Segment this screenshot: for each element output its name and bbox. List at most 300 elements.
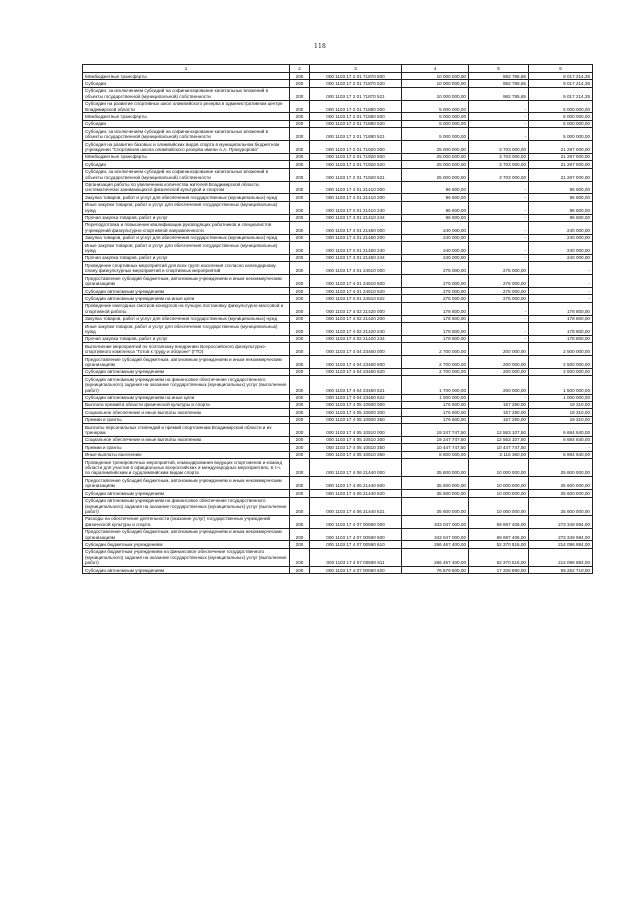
- row-admin-code: 200: [290, 168, 310, 181]
- row-admin-code: 200: [290, 141, 310, 154]
- row-executed-amount: 982 785,65: [469, 80, 529, 87]
- row-approved-amount: 1 700 000,00: [402, 376, 469, 394]
- row-executed-amount: -: [469, 214, 529, 221]
- column-header-6: 6: [529, 65, 593, 73]
- row-approved-amount: 5 000 000,00: [402, 128, 469, 141]
- row-description: Субсидии, за исключением субсидий на софинансирование капитальных вложений в объекты государственной (муниципальной) собственности: [83, 168, 290, 181]
- table-row: [83, 394, 593, 401]
- row-budget-code: 000 1103 17 4 05 10510 360: [310, 451, 402, 458]
- row-budget-code: 000 1103 17 2 01 71920 500: [310, 153, 402, 160]
- row-approved-amount: 35 600 000,00: [402, 477, 469, 490]
- table-row: [83, 315, 593, 322]
- row-approved-amount: 19 247 747,50: [402, 436, 469, 443]
- row-executed-amount: 3 703 000,00: [469, 141, 529, 154]
- row-budget-code: 000 1103 17 4 05 10510 300: [310, 436, 402, 443]
- row-executed-amount: 2 115 360,00: [469, 451, 529, 458]
- row-description: Субсидии: [83, 161, 290, 168]
- row-admin-code: 200: [290, 295, 310, 302]
- row-budget-code: 000 1103 17 4 05 10510 000: [310, 424, 402, 437]
- row-approved-amount: 176 600,00: [402, 416, 469, 423]
- row-budget-code: 000 1103 17 4 01 21460 200: [310, 234, 402, 241]
- row-budget-code: 000 1103 17 4 07 00590 620: [310, 567, 402, 574]
- row-description: Субсидии: [83, 120, 290, 127]
- row-executed-amount: 3 703 000,00: [469, 161, 529, 168]
- row-budget-code: 000 1103 17 2 01 71880 521: [310, 128, 402, 141]
- row-description: Предоставление субсидий бюджетным, автономным учреждениям и иным некоммерческим организациям: [83, 477, 290, 490]
- row-executed-amount: 17 326 890,00: [469, 567, 529, 574]
- row-remaining-amount: 240 000,00: [529, 254, 593, 261]
- table-row: [83, 113, 593, 120]
- table-row: [83, 416, 593, 423]
- row-admin-code: 200: [290, 100, 310, 113]
- table-row: [83, 451, 593, 458]
- column-number-row: [83, 65, 593, 73]
- row-description: Прочая закупка товаров, работ и услуг: [83, 335, 290, 342]
- row-executed-amount: 275 000,00: [469, 288, 529, 295]
- row-budget-code: 000 1103 17 4 01 24510 622: [310, 295, 402, 302]
- row-description: Выплаты персональных стипендий и премий спортсменам Владимирской области и их тренерам: [83, 424, 290, 437]
- column-header-3: 3: [310, 65, 402, 73]
- table-row: [83, 497, 593, 515]
- row-remaining-amount: 2 500 000,00: [529, 356, 593, 369]
- table-row: [83, 343, 593, 356]
- table-row: [83, 201, 593, 214]
- row-remaining-amount: 1 000 000,00: [529, 394, 593, 401]
- row-executed-amount: -: [469, 120, 529, 127]
- row-remaining-amount: 240 000,00: [529, 221, 593, 234]
- row-description: Иные закупки товаров, работ и услуг для обеспечения государственных (муниципальных) нужд: [83, 323, 290, 336]
- row-executed-amount: 10 447 747,50: [469, 444, 529, 451]
- row-remaining-amount: 240 000,00: [529, 234, 593, 241]
- row-admin-code: 200: [290, 394, 310, 401]
- row-description: Субсидия на развитие базовых и олимпийских видов спорта в муниципальном бюджетном учреждении "Спортивная школа олимпийского резерва имени А.А. Прокуророва": [83, 141, 290, 154]
- table-row: [83, 288, 593, 295]
- row-approved-amount: 343 047 000,00: [402, 528, 469, 541]
- row-approved-amount: 178 800,00: [402, 302, 469, 315]
- row-admin-code: 200: [290, 567, 310, 574]
- row-approved-amount: 96 600,00: [402, 214, 469, 221]
- row-budget-code: 000 1103 17 4 06 21440 621: [310, 497, 402, 515]
- row-executed-amount: -: [469, 221, 529, 234]
- row-description: Социальное обеспечение и иные выплаты населению: [83, 436, 290, 443]
- row-budget-code: 000 1103 17 2 01 71920 521: [310, 168, 402, 181]
- row-budget-code: 000 1103 17 4 01 21410 240: [310, 201, 402, 214]
- table-row: [83, 141, 593, 154]
- table-row: [83, 528, 593, 541]
- row-description: Премии и гранты: [83, 444, 290, 451]
- row-remaining-amount: 178 800,00: [529, 302, 593, 315]
- row-approved-amount: 240 000,00: [402, 242, 469, 255]
- row-remaining-amount: -: [529, 288, 593, 295]
- row-executed-amount: -: [469, 394, 529, 401]
- row-remaining-amount: 19 310,00: [529, 409, 593, 416]
- row-description: Выплата премий в области физической культуры и спорта: [83, 401, 290, 408]
- row-admin-code: 200: [290, 323, 310, 336]
- row-remaining-amount: 25 600 000,00: [529, 497, 593, 515]
- row-approved-amount: 266 467 400,00: [402, 548, 469, 566]
- row-admin-code: 200: [290, 528, 310, 541]
- table-row: [83, 254, 593, 261]
- row-remaining-amount: 240 000,00: [529, 242, 593, 255]
- row-budget-code: 000 1103 17 4 05 10500 300: [310, 409, 402, 416]
- row-approved-amount: 35 600 000,00: [402, 497, 469, 515]
- row-executed-amount: 157 290,00: [469, 401, 529, 408]
- row-remaining-amount: 6 684 640,00: [529, 436, 593, 443]
- row-admin-code: 200: [290, 302, 310, 315]
- row-remaining-amount: 178 800,00: [529, 315, 593, 322]
- row-budget-code: 000 1103 17 4 04 23460 000: [310, 343, 402, 356]
- row-admin-code: 200: [290, 275, 310, 288]
- row-description: Переподготовка и повышение квалификации руководящих работников и специалистов учреждений физкультурно-спортивной направленности: [83, 221, 290, 234]
- row-executed-amount: 10 000 000,00: [469, 477, 529, 490]
- row-description: Выполнение мероприятий по поэтапному внедрению Всероссийского физкультурно-спортивного комплекса "Готов к труду и обороне" (ГТО): [83, 343, 290, 356]
- row-executed-amount: 275 000,00: [469, 295, 529, 302]
- row-executed-amount: -: [469, 242, 529, 255]
- row-description: Предоставление субсидий бюджетным, автономным учреждениям и иным некоммерческим организациям: [83, 275, 290, 288]
- row-executed-amount: 3 703 000,00: [469, 168, 529, 181]
- row-approved-amount: 35 600 000,00: [402, 490, 469, 497]
- row-admin-code: 200: [290, 541, 310, 548]
- row-approved-amount: 178 800,00: [402, 315, 469, 322]
- row-executed-amount: -: [469, 234, 529, 241]
- row-executed-amount: 200 000,00: [469, 356, 529, 369]
- row-budget-code: 000 1103 17 4 01 21410 200: [310, 194, 402, 201]
- row-remaining-amount: 5 000 000,00: [529, 120, 593, 127]
- row-executed-amount: 10 000 000,00: [469, 459, 529, 477]
- row-remaining-amount: -: [529, 444, 593, 451]
- column-header-4: 4: [402, 65, 469, 73]
- row-approved-amount: 275 000,00: [402, 262, 469, 275]
- row-remaining-amount: -: [529, 262, 593, 275]
- row-description: Субсидии автономным учреждениям: [83, 567, 290, 574]
- row-executed-amount: -: [469, 302, 529, 315]
- row-approved-amount: 5 000 000,00: [402, 100, 469, 113]
- table-row: [83, 221, 593, 234]
- row-admin-code: 200: [290, 120, 310, 127]
- row-admin-code: 200: [290, 490, 310, 497]
- row-budget-code: 000 1103 17 4 05 10510 350: [310, 444, 402, 451]
- row-admin-code: 200: [290, 153, 310, 160]
- row-approved-amount: 25 000 000,00: [402, 161, 469, 168]
- row-remaining-amount: 9 017 214,35: [529, 73, 593, 80]
- row-budget-code: 000 1103 17 2 01 71880 000: [310, 100, 402, 113]
- row-description: Субсидии бюджетным учреждениям на финансовое обеспечение государственного (муниципального) задания на оказание государственных (муниципальных) услуг (выполнение работ): [83, 548, 290, 566]
- row-admin-code: 200: [290, 315, 310, 322]
- row-approved-amount: 19 247 747,50: [402, 424, 469, 437]
- row-description: Проведение спортивных мероприятий для всех групп населения согласно календарному плану физкультурных мероприятий и спортивных мероприятий: [83, 262, 290, 275]
- row-approved-amount: 343 047 000,00: [402, 515, 469, 528]
- table-row: [83, 515, 593, 528]
- row-admin-code: 200: [290, 214, 310, 221]
- row-executed-amount: 12 563 107,50: [469, 436, 529, 443]
- row-remaining-amount: -: [529, 295, 593, 302]
- row-remaining-amount: 25 600 000,00: [529, 490, 593, 497]
- row-remaining-amount: 21 297 000,00: [529, 161, 593, 168]
- row-budget-code: 000 1103 17 4 02 21420 200: [310, 315, 402, 322]
- row-budget-code: 000 1103 17 4 07 00590 000: [310, 515, 402, 528]
- row-description: Проведение тренировочных мероприятий, командирования ведущих спортсменов и команд области для участия в официальных всероссийских и международных мероприятиях, в т.ч. по паралимпийским и сурдлимпийским видам спорта: [83, 459, 290, 477]
- row-remaining-amount: 5 000 000,00: [529, 113, 593, 120]
- row-budget-code: 000 1103 17 4 04 23460 600: [310, 356, 402, 369]
- row-admin-code: 200: [290, 497, 310, 515]
- table-row: [83, 409, 593, 416]
- column-header-5: 5: [469, 65, 529, 73]
- row-budget-code: 000 1103 17 4 01 21460 000: [310, 221, 402, 234]
- row-executed-amount: -: [469, 181, 529, 194]
- row-approved-amount: 10 000 000,00: [402, 73, 469, 80]
- row-admin-code: 200: [290, 194, 310, 201]
- row-budget-code: 000 1103 17 4 02 21420 244: [310, 335, 402, 342]
- row-executed-amount: -: [469, 254, 529, 261]
- row-description: Закупка товаров, работ и услуг для обеспечения государственных (муниципальных) нужд: [83, 194, 290, 201]
- row-executed-amount: -: [469, 335, 529, 342]
- row-remaining-amount: 6 684 640,00: [529, 424, 593, 437]
- row-admin-code: 200: [290, 368, 310, 375]
- table-row: [83, 368, 593, 375]
- row-admin-code: 200: [290, 242, 310, 255]
- row-remaining-amount: 178 800,00: [529, 323, 593, 336]
- table-row: [83, 356, 593, 369]
- table-row: [83, 73, 593, 80]
- row-executed-amount: -: [469, 100, 529, 113]
- row-remaining-amount: 96 600,00: [529, 181, 593, 194]
- row-budget-code: 000 1103 17 2 01 71870 521: [310, 87, 402, 100]
- row-description: Иные закупки товаров, работ и услуг для обеспечения государственных (муниципальных) нужд: [83, 242, 290, 255]
- table-row: [83, 242, 593, 255]
- row-approved-amount: 10 000 000,00: [402, 87, 469, 100]
- table-row: [83, 376, 593, 394]
- row-description: Прочая закупка товаров, работ и услуг: [83, 254, 290, 261]
- row-remaining-amount: 273 349 594,00: [529, 528, 593, 541]
- table-row: [83, 444, 593, 451]
- row-description: Межбюджетные трансферты: [83, 153, 290, 160]
- row-description: Субсидии, за исключением субсидий на софинансирование капитальных вложений в объекты государственной (муниципальной) собственности: [83, 128, 290, 141]
- row-admin-code: 200: [290, 113, 310, 120]
- row-description: Иные выплаты населению: [83, 451, 290, 458]
- row-remaining-amount: 19 310,00: [529, 416, 593, 423]
- table-row: [83, 477, 593, 490]
- row-remaining-amount: 1 500 000,00: [529, 376, 593, 394]
- row-admin-code: 200: [290, 181, 310, 194]
- row-approved-amount: 25 000 000,00: [402, 141, 469, 154]
- row-admin-code: 200: [290, 451, 310, 458]
- row-remaining-amount: 21 297 000,00: [529, 141, 593, 154]
- row-budget-code: 000 1103 17 2 01 71920 520: [310, 161, 402, 168]
- row-approved-amount: 275 000,00: [402, 288, 469, 295]
- row-remaining-amount: 96 600,00: [529, 214, 593, 221]
- row-admin-code: 200: [290, 234, 310, 241]
- row-remaining-amount: 2 500 000,00: [529, 343, 593, 356]
- table-row: [83, 548, 593, 566]
- row-approved-amount: 2 700 000,00: [402, 343, 469, 356]
- row-executed-amount: 157 290,00: [469, 416, 529, 423]
- row-approved-amount: 96 600,00: [402, 194, 469, 201]
- table-row: [83, 120, 593, 127]
- row-approved-amount: 10 000 000,00: [402, 80, 469, 87]
- column-header-1: 1: [83, 65, 290, 73]
- row-executed-amount: 52 370 516,00: [469, 541, 529, 548]
- row-admin-code: 200: [290, 221, 310, 234]
- row-admin-code: 200: [290, 161, 310, 168]
- row-description: Субсидии бюджетным учреждениям: [83, 541, 290, 548]
- row-budget-code: 000 1103 17 4 06 21440 600: [310, 477, 402, 490]
- table-row: [83, 323, 593, 336]
- row-remaining-amount: 5 000 000,00: [529, 100, 593, 113]
- row-admin-code: 200: [290, 128, 310, 141]
- row-approved-amount: 176 600,00: [402, 401, 469, 408]
- table-row: [83, 459, 593, 477]
- row-description: Субсидии автономным учреждениям: [83, 490, 290, 497]
- row-approved-amount: 178 800,00: [402, 335, 469, 342]
- row-admin-code: 200: [290, 515, 310, 528]
- row-approved-amount: 25 000 000,00: [402, 168, 469, 181]
- row-approved-amount: 240 000,00: [402, 221, 469, 234]
- table-row: [83, 161, 593, 168]
- row-budget-code: 000 1103 17 4 06 21440 000: [310, 459, 402, 477]
- row-remaining-amount: 25 600 000,00: [529, 477, 593, 490]
- row-description: Субсидии автономным учреждениям на финансовое обеспечение государственного (муниципального) задания на оказание государственных (муниципальных) услуг (выполнение работ): [83, 376, 290, 394]
- row-budget-code: 000 1103 17 2 01 71880 520: [310, 120, 402, 127]
- row-admin-code: 200: [290, 356, 310, 369]
- row-description: Субсидии автономным учреждениям: [83, 288, 290, 295]
- row-budget-code: 000 1103 17 4 04 23460 622: [310, 394, 402, 401]
- row-remaining-amount: 25 600 000,00: [529, 459, 593, 477]
- column-header-2: 2: [290, 65, 310, 73]
- row-description: Закупка товаров, работ и услуг для обеспечения государственных (муниципальных) нужд: [83, 234, 290, 241]
- row-remaining-amount: 214 096 884,00: [529, 541, 593, 548]
- row-remaining-amount: 21 297 000,00: [529, 168, 593, 181]
- row-admin-code: 200: [290, 409, 310, 416]
- row-admin-code: 200: [290, 288, 310, 295]
- row-description: Межбюджетные трансферты: [83, 73, 290, 80]
- row-approved-amount: 25 000 000,00: [402, 153, 469, 160]
- row-budget-code: 000 1103 17 2 01 71870 500: [310, 73, 402, 80]
- row-admin-code: 200: [290, 401, 310, 408]
- row-admin-code: 200: [290, 335, 310, 342]
- table-row: [83, 295, 593, 302]
- row-budget-code: 000 1103 17 2 01 71870 520: [310, 80, 402, 87]
- row-budget-code: 000 1103 17 4 07 00590 610: [310, 541, 402, 548]
- row-remaining-amount: 96 600,00: [529, 201, 593, 214]
- row-description: Субсидии автономным учреждениям на иные цели: [83, 394, 290, 401]
- table-row: [83, 401, 593, 408]
- table-row: [83, 490, 593, 497]
- row-approved-amount: 266 467 400,00: [402, 541, 469, 548]
- row-executed-amount: 69 697 406,00: [469, 515, 529, 528]
- table-row: [83, 128, 593, 141]
- row-approved-amount: 2 700 000,00: [402, 356, 469, 369]
- row-budget-code: 000 1103 17 4 01 24510 000: [310, 262, 402, 275]
- row-executed-amount: 200 000,00: [469, 376, 529, 394]
- table-body: [83, 73, 593, 574]
- row-admin-code: 200: [290, 477, 310, 490]
- row-admin-code: 200: [290, 262, 310, 275]
- table-row: [83, 567, 593, 574]
- row-admin-code: 200: [290, 87, 310, 100]
- table-row: [83, 153, 593, 160]
- row-admin-code: 200: [290, 436, 310, 443]
- row-approved-amount: 5 000 000,00: [402, 120, 469, 127]
- row-remaining-amount: 21 297 000,00: [529, 153, 593, 160]
- table-row: [83, 436, 593, 443]
- row-budget-code: 000 1103 17 4 02 21420 000: [310, 302, 402, 315]
- row-executed-amount: 69 697 406,00: [469, 528, 529, 541]
- row-description: Предоставление субсидий бюджетным, автономным учреждениям и иным некоммерческим организациям: [83, 356, 290, 369]
- row-executed-amount: -: [469, 113, 529, 120]
- row-budget-code: 000 1103 17 4 04 23460 621: [310, 376, 402, 394]
- row-description: Субсидии автономным учреждениям: [83, 368, 290, 375]
- row-budget-code: 000 1103 17 4 07 00590 611: [310, 548, 402, 566]
- table-row: [83, 214, 593, 221]
- row-approved-amount: 5 000 000,00: [402, 113, 469, 120]
- row-budget-code: 000 1103 17 4 01 21460 240: [310, 242, 402, 255]
- row-admin-code: 200: [290, 459, 310, 477]
- row-budget-code: 000 1103 17 2 01 71920 000: [310, 141, 402, 154]
- table-row: [83, 100, 593, 113]
- table-row: [83, 275, 593, 288]
- row-budget-code: 000 1103 17 4 01 21410 000: [310, 181, 402, 194]
- row-approved-amount: 76 579 600,00: [402, 567, 469, 574]
- table-row: [83, 541, 593, 548]
- row-executed-amount: 12 563 107,50: [469, 424, 529, 437]
- row-approved-amount: 240 000,00: [402, 254, 469, 261]
- row-description: Закупка товаров, работ и услуг для обеспечения государственных (муниципальных) нужд: [83, 315, 290, 322]
- row-executed-amount: -: [469, 201, 529, 214]
- table-row: [83, 262, 593, 275]
- row-budget-code: 000 1103 17 4 05 10500 350: [310, 416, 402, 423]
- row-description: Субсидии, за исключением субсидий на софинансирование капитальных вложений в объекты государственной (муниципальной) собственности: [83, 87, 290, 100]
- row-remaining-amount: 2 500 000,00: [529, 368, 593, 375]
- row-executed-amount: -: [469, 128, 529, 141]
- row-description: Межбюджетные трансферты: [83, 113, 290, 120]
- table-row: [83, 234, 593, 241]
- row-description: Субсидии автономным учреждениям на финансовое обеспечение государственного (муниципального) задания на оказание государственных (муниципальных) услуг (выполнение работ): [83, 497, 290, 515]
- row-executed-amount: 982 785,65: [469, 87, 529, 100]
- row-executed-amount: 3 703 000,00: [469, 153, 529, 160]
- row-remaining-amount: 9 017 214,35: [529, 80, 593, 87]
- row-executed-amount: 275 000,00: [469, 262, 529, 275]
- row-description: Расходы на обеспечение деятельности (оказание услуг) государственных учреждений физической культуры и спорта: [83, 515, 290, 528]
- row-remaining-amount: 273 349 594,00: [529, 515, 593, 528]
- table-row: [83, 335, 593, 342]
- row-admin-code: 200: [290, 548, 310, 566]
- table-row: [83, 302, 593, 315]
- row-description: Прочая закупка товаров, работ и услуг: [83, 214, 290, 221]
- row-approved-amount: 275 000,00: [402, 295, 469, 302]
- row-admin-code: 200: [290, 376, 310, 394]
- row-approved-amount: 96 600,00: [402, 181, 469, 194]
- row-executed-amount: 275 000,00: [469, 275, 529, 288]
- row-remaining-amount: 178 800,00: [529, 335, 593, 342]
- row-admin-code: 200: [290, 343, 310, 356]
- row-description: Социальное обеспечение и иные выплаты населению: [83, 409, 290, 416]
- row-executed-amount: 157 290,00: [469, 409, 529, 416]
- row-remaining-amount: 59 252 710,00: [529, 567, 593, 574]
- row-executed-amount: 10 000 000,00: [469, 497, 529, 515]
- row-approved-amount: 8 800 000,00: [402, 451, 469, 458]
- row-remaining-amount: 19 310,00: [529, 401, 593, 408]
- row-description: Субсидии: [83, 80, 290, 87]
- row-description: Субсидии автономным учреждениям на иные цели: [83, 295, 290, 302]
- row-budget-code: 000 1103 17 4 04 23460 620: [310, 368, 402, 375]
- row-approved-amount: 10 447 747,50: [402, 444, 469, 451]
- row-admin-code: 200: [290, 254, 310, 261]
- page-number: 118: [313, 43, 327, 50]
- row-executed-amount: 200 000,00: [469, 343, 529, 356]
- row-approved-amount: 96 600,00: [402, 201, 469, 214]
- row-approved-amount: 35 600 000,00: [402, 459, 469, 477]
- row-remaining-amount: -: [529, 275, 593, 288]
